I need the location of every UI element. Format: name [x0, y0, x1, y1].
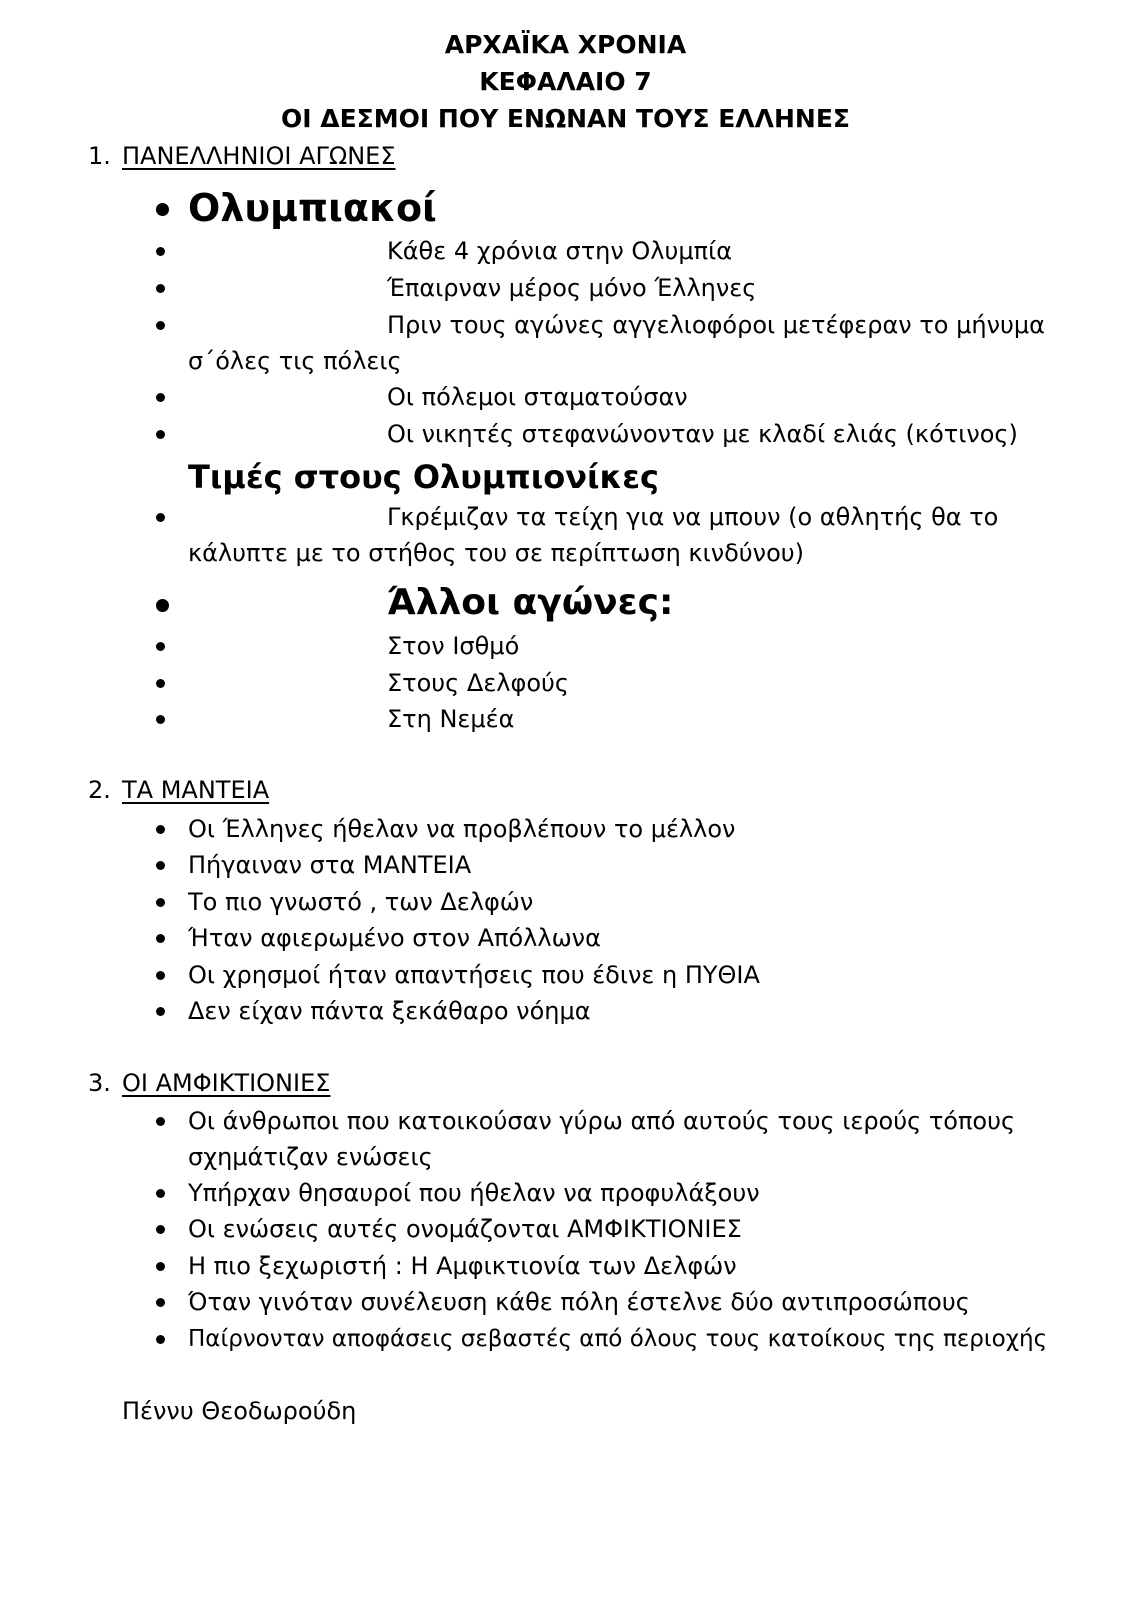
bullet: [156, 971, 165, 980]
list-item: Έπαιρναν μέρος μόνο Έλληνες: [387, 274, 757, 302]
list-item: Οι άνθρωποι που κατοικούσαν γύρω από αυτούς τους ιερούς τόπους: [188, 1107, 1016, 1135]
bullet: [156, 284, 165, 293]
bullet: [156, 679, 165, 688]
bullet: [156, 321, 165, 330]
bullet: [156, 1117, 165, 1126]
list-item: Οι ενώσεις αυτές ονομάζονται ΑΜΦΙΚΤΙΟΝΙΕΣ: [188, 1215, 742, 1243]
list-item: Οι χρησμοί ήταν απαντήσεις που έδινε η ΠΥΘΙΑ: [188, 961, 760, 989]
list-item-continuation: σχημάτιζαν ενώσεις: [188, 1143, 433, 1171]
title-era: ΑΡΧΑΪΚΑ ΧΡΟΝΙΑ: [444, 30, 687, 59]
section-3-number: 3.: [88, 1069, 111, 1097]
list-item: Οι νικητές στεφανώνονταν με κλαδί ελιάς (κότινος): [387, 420, 1018, 448]
bullet: [156, 513, 165, 522]
list-item-continuation: κάλυπτε με το στήθος του σε περίπτωση κινδύνου): [188, 539, 805, 567]
list-item: Στη Νεμέα: [387, 705, 515, 733]
list-item: Παίρνονταν αποφάσεις σεβαστές από όλους τους κατοίκους της περιοχής: [188, 1326, 1048, 1352]
list-item: Ήταν αφιερωμένο στον Απόλλωνα: [188, 924, 601, 952]
section-1-number: 1.: [88, 142, 111, 170]
list-item: Οι Έλληνες ήθελαν να προβλέπουν το μέλλον: [188, 815, 736, 843]
section-1-heading: ΠΑΝΕΛΛΗΝΙΟΙ ΑΓΩΝΕΣ: [122, 142, 396, 170]
list-item-continuation: σ΄όλες τις πόλεις: [188, 347, 402, 375]
list-item: Πήγαιναν στα ΜΑΝΤΕΙΑ: [188, 851, 472, 879]
list-item: Πριν τους αγώνες αγγελιοφόροι μετέφεραν το μήνυμα: [387, 311, 1045, 339]
section-3-heading: ΟΙ ΑΜΦΙΚΤΙΟΝΙΕΣ: [122, 1069, 331, 1097]
list-item: Κάθε 4 χρόνια στην Ολυμπία: [387, 237, 733, 265]
bullet: [156, 247, 165, 256]
bullet: [156, 430, 165, 439]
section-2-number: 2.: [88, 776, 111, 804]
bullet: [156, 393, 165, 402]
list-item: Οι πόλεμοι σταματούσαν: [387, 383, 688, 411]
list-item: Δεν είχαν πάντα ξεκάθαρο νόημα: [188, 997, 591, 1025]
bullet: [156, 825, 165, 834]
honors-heading: Τιμές στους Ολυμπιονίκες: [188, 458, 659, 496]
bullet: [156, 642, 165, 651]
title-chapter: ΚΕΦΑΛΑΙΟ 7: [479, 67, 652, 96]
bullet: [156, 1007, 165, 1016]
list-item: Η πιο ξεχωριστή : Η Αμφικτιονία των Δελφών: [188, 1252, 737, 1280]
bullet: [156, 1298, 165, 1307]
list-item: Στον Ισθμό: [387, 632, 520, 660]
list-item: Όταν γινόταν συνέλευση κάθε πόλη έστελνε δύο αντιπροσώπους: [188, 1288, 970, 1316]
bullet: [156, 1262, 165, 1271]
bullet: [156, 715, 165, 724]
bullet: [156, 934, 165, 943]
bullet: [156, 1189, 165, 1198]
bullet: [156, 1335, 165, 1344]
other-games-heading: Άλλοι αγώνες:: [387, 582, 674, 623]
bullet: [156, 203, 169, 216]
title-topic: ΟΙ ΔΕΣΜΟΙ ΠΟΥ ΕΝΩΝΑΝ ΤΟΥΣ ΕΛΛΗΝΕΣ: [281, 104, 850, 133]
list-item: Το πιο γνωστό , των Δελφών: [188, 888, 534, 916]
bullet: [156, 861, 165, 870]
bullet: [156, 1225, 165, 1234]
author-name: Πέννυ Θεοδωρούδη: [122, 1397, 357, 1425]
list-item: Στους Δελφούς: [387, 669, 569, 697]
bullet: [156, 898, 165, 907]
olympic-heading: Ολυμπιακοί: [188, 186, 437, 230]
bullet: [156, 599, 169, 612]
list-item: Υπήρχαν θησαυροί που ήθελαν να προφυλάξουν: [188, 1179, 760, 1207]
list-item: Γκρέμιζαν τα τείχη για να μπουν (ο αθλητής θα το: [387, 503, 999, 531]
section-2-heading: ΤΑ ΜΑΝΤΕΙΑ: [122, 776, 270, 804]
